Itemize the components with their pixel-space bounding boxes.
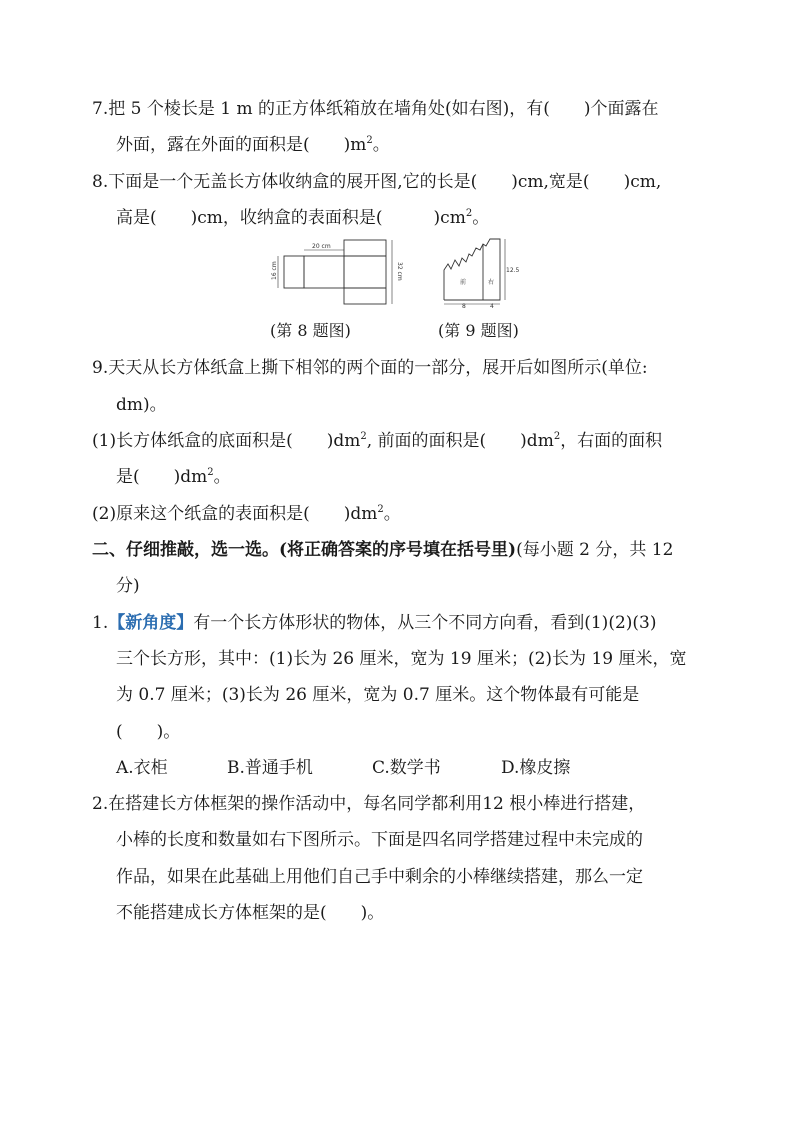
q8-line2-sup: 2 <box>465 208 473 219</box>
q9-line1: 9.天天从长方体纸盒上撕下相邻的两个面的一部分，展开后如图所示(单位: <box>92 358 648 378</box>
q9-p1-line2-tail: 。 <box>213 467 231 487</box>
section2-heading-line2: 分) <box>116 576 140 596</box>
torn-outline <box>444 239 500 300</box>
q8-line2-text: 高是( )cm，收纳盒的表面积是( )cm <box>116 208 466 228</box>
fig9-label-right: 右 <box>488 279 495 286</box>
section2-heading-line1 <box>92 539 673 561</box>
c2-line1: 2.在搭建长方体框架的操作活动中，每名同学都利用12 根小棒进行搭建， <box>92 794 646 814</box>
q7-line2-sup: 2 <box>366 135 373 146</box>
c1-line1 <box>92 612 656 634</box>
fig9-label-height: 12.5 <box>506 267 520 274</box>
q9-p1-sup3: 2 <box>207 467 214 478</box>
fig9-label-8: 8 <box>462 303 466 308</box>
c2-line3: 作品，如果在此基础上用他们自己手中剩余的小棒继续搭建，那么一定 <box>116 867 643 887</box>
q9-p2-tail: 。 <box>383 504 401 524</box>
q9-p1-a: (1)长方体纸盒的底面积是( )dm <box>92 431 361 451</box>
q8-line2-tail: 。 <box>472 208 490 228</box>
c2-line4: 不能搭建成长方体框架的是( )。 <box>116 903 385 923</box>
net-middle-face <box>304 256 344 288</box>
c1-line1-text: 有一个长方体形状的物体，从三个不同方向看，看到(1)(2)(3) <box>193 613 657 633</box>
q9-p1-sup2: 2 <box>553 431 561 442</box>
q9-p1-b: , 前面的面积是( )dm <box>366 431 554 451</box>
section2-heading: 二、仔细推敲，选一选。(将正确答案的序号填在括号里) <box>92 540 517 560</box>
q7-line2-text: 外面，露在外面的面积是( )m <box>116 135 367 155</box>
q9-p2-text: (2)原来这个纸盒的表面积是( )dm <box>92 504 378 524</box>
q9-p1-c: ，右面的面积 <box>560 431 663 451</box>
figure8-caption: (第 8 题图) <box>270 321 351 340</box>
figure9-caption: (第 9 题图) <box>438 321 519 340</box>
q9-part2-line <box>92 503 401 525</box>
fig8-label-right: 32 cm <box>396 262 403 281</box>
q9-line2: dm)。 <box>116 395 167 415</box>
c2-line2: 小棒的长度和数量如右下图所示。下面是四名同学搭建过程中未完成的 <box>116 830 643 850</box>
fig8-label-top: 20 cm <box>312 243 331 250</box>
fig9-label-front: 前 <box>460 279 467 286</box>
net-tall-face <box>344 240 386 304</box>
c1-option-c: C.数学书 <box>372 758 441 778</box>
c1-number: 1. <box>92 613 109 633</box>
q9-part1-line1 <box>92 430 662 452</box>
c1-option-d: D.橡皮擦 <box>501 758 571 778</box>
c1-new-angle-tag: 【新角度】 <box>108 613 194 633</box>
c1-line3: 为 0.7 厘米；(3)长为 26 厘米，宽为 0.7 厘米。这个物体最有可能是 <box>116 685 640 705</box>
q9-part1-line2 <box>116 466 231 488</box>
c1-option-b: B.普通手机 <box>227 758 313 778</box>
fig8-label-left: 16 cm <box>271 261 278 280</box>
q7-line2-tail: 。 <box>372 135 390 155</box>
c1-option-a: A.衣柜 <box>116 758 168 778</box>
fig9-label-4: 4 <box>490 303 494 308</box>
c1-line4: ( )。 <box>116 722 181 742</box>
c1-line2: 三个长方形，其中：(1)长为 26 厘米，宽为 19 厘米；(2)长为 19 厘米，宽 <box>116 649 687 669</box>
q7-line1: 7.把 5 个棱长是 1 m 的正方体纸箱放在墙角处(如右图)，有( )个面露在 <box>92 99 659 119</box>
figure8-net-diagram <box>268 238 408 310</box>
q9-p1-sup1: 2 <box>360 431 367 442</box>
figure9-torn-paper-diagram <box>438 236 522 308</box>
q9-p2-sup: 2 <box>377 504 384 515</box>
net-left-face <box>284 256 304 288</box>
q8-line2 <box>116 207 489 229</box>
q7-line2 <box>116 134 390 156</box>
q8-line1: 8.下面是一个无盖长方体收纳盒的展开图,它的长是( )cm,宽是( )cm, <box>92 172 662 192</box>
section2-points: (每小题 2 分，共 12 <box>516 540 674 560</box>
q9-p1-line2-text: 是( )dm <box>116 467 208 487</box>
